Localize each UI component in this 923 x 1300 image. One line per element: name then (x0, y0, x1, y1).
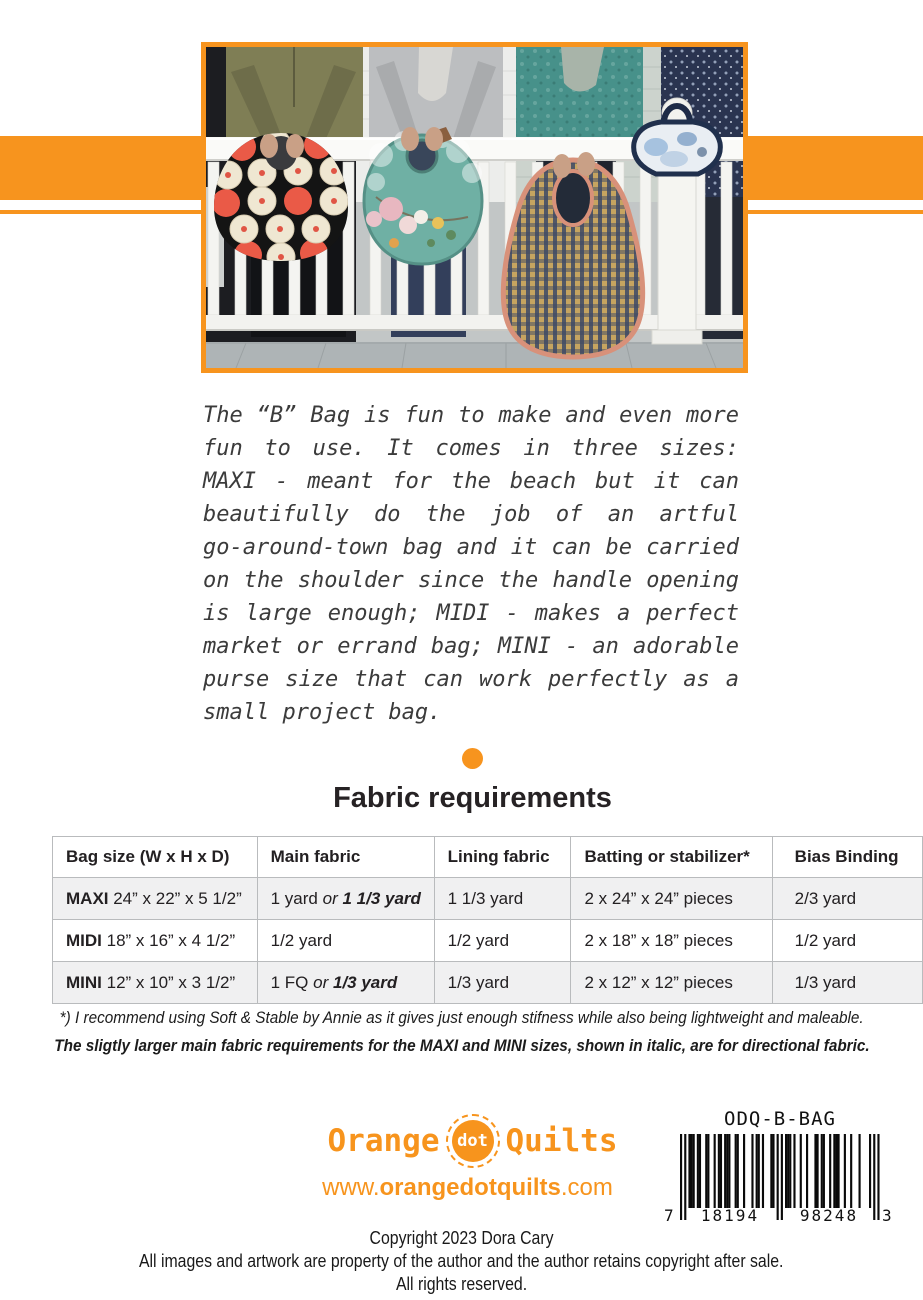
cell-binding: 1/2 yard (772, 920, 922, 962)
cell-batting: 2 x 24” x 24” pieces (571, 878, 772, 920)
barcode-block (664, 1108, 904, 1248)
table-row (53, 920, 923, 962)
barcode-digit-first: 7 (664, 1206, 674, 1225)
copyright-line: All rights reserved. (395, 1274, 528, 1294)
cell-batting: 2 x 18” x 18” pieces (571, 920, 772, 962)
footnote-line-2: The sligtly larger main fabric requirements for the MAXI and MINI sizes, shown in italic, are for directional fabric. (53, 1036, 870, 1055)
header-main-fabric: Main fabric (257, 837, 434, 878)
teal-floral-bag (364, 127, 482, 264)
copyright-line: Copyright 2023 Dora Cary (369, 1228, 554, 1248)
cell-lining: 1/2 yard (434, 920, 571, 962)
logo-dot-icon: dot (446, 1114, 500, 1168)
fabric-requirements-table (52, 836, 923, 1004)
logo-word-orange: Orange (327, 1123, 440, 1159)
header-bias-binding: Bias Binding (772, 837, 922, 878)
barcode-digit-last: 3 (882, 1206, 892, 1225)
barcode-digits-right: 98248 (799, 1206, 859, 1225)
orange-dot-divider (462, 748, 483, 769)
cell-main: 1/2 yard (257, 920, 434, 962)
cover-photo-illustration (206, 47, 743, 368)
cell-batting: 2 x 12” x 12” pieces (571, 962, 772, 1004)
cell-size: MINI 12” x 10” x 3 1/2” (53, 962, 258, 1004)
website-link[interactable]: www.orangedotquilts.com (322, 1174, 613, 1201)
table-row (53, 878, 923, 920)
cell-lining: 1 1/3 yard (434, 878, 571, 920)
header-lining-fabric: Lining fabric (434, 837, 571, 878)
gingham-maxi-bag (503, 160, 642, 357)
intro-paragraph: The “B” Bag is fun to make and even more fun to use. It comes in three sizes: MAXI - meant for the beach but it can beautifully do the job of an artful go‑around‑town bag and it can be carried on the shoulder since the handle opening is large enough; MIDI - makes a perfect market or errand bag; MINI - an adorable purse size that can work perfectly as a small project bag. (203, 403, 739, 725)
logo-word-quilts: Quilts (505, 1123, 618, 1159)
cell-binding: 2/3 yard (772, 878, 922, 920)
cover-photo (201, 42, 748, 373)
barcode-label: ODQ-B-BAG (724, 1108, 836, 1130)
header-batting: Batting or stabilizer* (571, 837, 772, 878)
cell-main: 1 yard or 1 1/3 yard (257, 878, 434, 920)
table-row (53, 962, 923, 1004)
table-header-row (53, 837, 923, 878)
header-bag-size: Bag size (W x H x D) (53, 837, 258, 878)
cell-size: MIDI 18” x 16” x 4 1/2” (53, 920, 258, 962)
barcode-digits-left: 18194 (700, 1206, 760, 1225)
cell-binding: 1/3 yard (772, 962, 922, 1004)
cell-size: MAXI 24” x 22” x 5 1/2” (53, 878, 258, 920)
footnote-line-1: *) I recommend using Soft & Stable by Annie as it gives just enough stifness while also being lightweight and maleable. (59, 1008, 864, 1027)
cell-lining: 1/3 yard (434, 962, 571, 1004)
copyright-line: All images and artwork are property of the author and the author retains copyright after sale. (139, 1251, 784, 1271)
section-title: Fabric requirements (333, 782, 612, 814)
cell-main: 1 FQ or 1/3 yard (257, 962, 434, 1004)
